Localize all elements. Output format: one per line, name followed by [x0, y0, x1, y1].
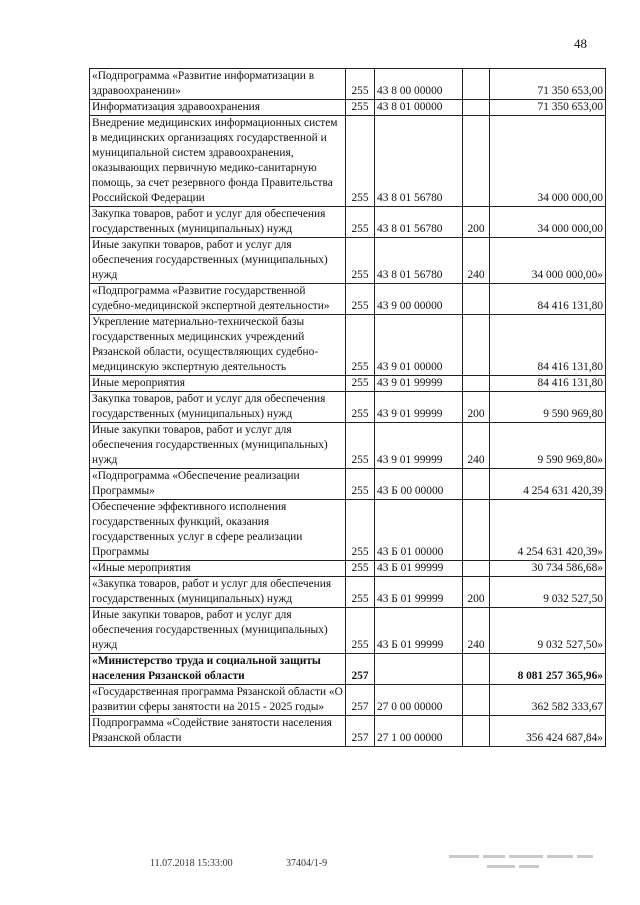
row-classification-cell: 43 Б 01 99999 — [375, 561, 463, 577]
electronic-signature-stamp — [447, 852, 597, 874]
row-amount-cell: 4 254 631 420,39» — [490, 500, 606, 561]
row-expense-type-cell — [463, 69, 490, 100]
row-amount-cell: 362 582 333,67 — [490, 685, 606, 716]
row-amount-cell: 9 590 969,80» — [490, 423, 606, 469]
row-code-cell: 255 — [346, 116, 375, 207]
row-amount-cell: 34 000 000,00 — [490, 207, 606, 238]
table-row — [90, 423, 606, 469]
row-classification-cell: 27 0 00 00000 — [375, 685, 463, 716]
row-amount-cell: 84 416 131,80 — [490, 376, 606, 392]
table-row — [90, 608, 606, 654]
row-name-cell: «Подпрограмма «Развитие информатизации в здравоохранении» — [90, 69, 346, 100]
row-classification-cell: 27 1 00 00000 — [375, 716, 463, 747]
table-row — [90, 716, 606, 747]
row-expense-type-cell: 240 — [463, 238, 490, 284]
row-expense-type-cell — [463, 315, 490, 376]
footer-timestamp: 11.07.2018 15:33:00 — [150, 858, 233, 869]
row-expense-type-cell: 200 — [463, 577, 490, 608]
row-code-cell: 255 — [346, 315, 375, 376]
row-name-cell: «Государственная программа Рязанской области «О развитии сферы занятости на 2015 - 2025 годы» — [90, 685, 346, 716]
row-classification-cell: 43 8 01 56780 — [375, 116, 463, 207]
row-name-cell: Иные закупки товаров, работ и услуг для обеспечения государственных (муниципальных) нужд — [90, 238, 346, 284]
row-code-cell: 255 — [346, 423, 375, 469]
row-name-cell: «Министерство труда и социальной защиты населения Рязанской области — [90, 654, 346, 685]
row-classification-cell: 43 8 01 00000 — [375, 100, 463, 116]
row-name-cell: «Иные мероприятия — [90, 561, 346, 577]
row-code-cell: 255 — [346, 100, 375, 116]
row-amount-cell: 9 590 969,80 — [490, 392, 606, 423]
row-name-cell: Закупка товаров, работ и услуг для обеспечения государственных (муниципальных) нужд — [90, 392, 346, 423]
row-amount-cell: 4 254 631 420,39 — [490, 469, 606, 500]
row-amount-cell: 30 734 586,68» — [490, 561, 606, 577]
row-code-cell: 255 — [346, 207, 375, 238]
row-expense-type-cell — [463, 561, 490, 577]
row-expense-type-cell — [463, 284, 490, 315]
table-row — [90, 685, 606, 716]
row-name-cell: Иные закупки товаров, работ и услуг для обеспечения государственных (муниципальных) нужд — [90, 423, 346, 469]
row-code-cell: 255 — [346, 284, 375, 315]
row-classification-cell — [375, 654, 463, 685]
row-name-cell: Укрепление материально-технической базы государственных медицинских учреждений Рязанской области, осуществляющих судебно-медицинскую экспертную деятельность — [90, 315, 346, 376]
table-row — [90, 577, 606, 608]
row-expense-type-cell — [463, 716, 490, 747]
row-classification-cell: 43 9 01 00000 — [375, 315, 463, 376]
row-code-cell: 255 — [346, 577, 375, 608]
row-expense-type-cell — [463, 100, 490, 116]
row-amount-cell: 9 032 527,50» — [490, 608, 606, 654]
row-amount-cell: 356 424 687,84» — [490, 716, 606, 747]
table-row — [90, 69, 606, 100]
row-expense-type-cell — [463, 685, 490, 716]
row-name-cell: «Подпрограмма «Обеспечение реализации Программы» — [90, 469, 346, 500]
row-expense-type-cell — [463, 654, 490, 685]
row-code-cell: 255 — [346, 500, 375, 561]
row-classification-cell: 43 Б 01 99999 — [375, 577, 463, 608]
row-amount-cell: 34 000 000,00» — [490, 238, 606, 284]
table-row — [90, 207, 606, 238]
row-code-cell: 257 — [346, 716, 375, 747]
row-name-cell: Внедрение медицинских информационных систем в медицинских организациях государственной и муниципальной систем здравоохранения, оказывающих первичную медико-санитарную помощь, за счет резервного фонда Правительства Российской Федерации — [90, 116, 346, 207]
table-row — [90, 100, 606, 116]
table-row — [90, 238, 606, 284]
page-number: 48 — [574, 36, 587, 51]
row-code-cell: 255 — [346, 376, 375, 392]
row-classification-cell: 43 8 01 56780 — [375, 207, 463, 238]
row-code-cell: 255 — [346, 69, 375, 100]
row-classification-cell: 43 Б 00 00000 — [375, 469, 463, 500]
table-row — [90, 116, 606, 207]
row-classification-cell: 43 9 01 99999 — [375, 392, 463, 423]
row-classification-cell: 43 9 00 00000 — [375, 284, 463, 315]
row-classification-cell: 43 8 00 00000 — [375, 69, 463, 100]
row-code-cell: 255 — [346, 238, 375, 284]
row-classification-cell: 43 9 01 99999 — [375, 423, 463, 469]
row-classification-cell: 43 Б 01 99999 — [375, 608, 463, 654]
row-code-cell: 257 — [346, 654, 375, 685]
row-code-cell: 255 — [346, 392, 375, 423]
row-expense-type-cell — [463, 376, 490, 392]
budget-table — [89, 68, 606, 747]
row-expense-type-cell: 200 — [463, 392, 490, 423]
row-name-cell: «Подпрограмма «Развитие государственной судебно-медицинской экспертной деятельности» — [90, 284, 346, 315]
row-amount-cell: 8 081 257 365,96» — [490, 654, 606, 685]
row-name-cell: «Закупка товаров, работ и услуг для обеспечения государственных (муниципальных) нужд — [90, 577, 346, 608]
row-expense-type-cell: 240 — [463, 608, 490, 654]
table-row — [90, 469, 606, 500]
row-amount-cell: 84 416 131,80 — [490, 315, 606, 376]
table-row — [90, 561, 606, 577]
row-classification-cell: 43 Б 01 00000 — [375, 500, 463, 561]
row-code-cell: 255 — [346, 608, 375, 654]
table-row — [90, 376, 606, 392]
row-classification-cell: 43 8 01 56780 — [375, 238, 463, 284]
row-name-cell: Подпрограмма «Содействие занятости населения Рязанской области — [90, 716, 346, 747]
row-expense-type-cell — [463, 116, 490, 207]
table-row — [90, 500, 606, 561]
row-name-cell: Информатизация здравоохранения — [90, 100, 346, 116]
row-expense-type-cell: 240 — [463, 423, 490, 469]
row-expense-type-cell: 200 — [463, 207, 490, 238]
table-row — [90, 284, 606, 315]
row-name-cell: Иные мероприятия — [90, 376, 346, 392]
row-amount-cell: 71 350 653,00 — [490, 69, 606, 100]
row-code-cell: 255 — [346, 561, 375, 577]
row-classification-cell: 43 9 01 99999 — [375, 376, 463, 392]
table-row — [90, 654, 606, 685]
row-amount-cell: 34 000 000,00 — [490, 116, 606, 207]
row-amount-cell: 71 350 653,00 — [490, 100, 606, 116]
row-name-cell: Обеспечение эффективного исполнения государственных функций, оказания государственных услуг в сфере реализации Программы — [90, 500, 346, 561]
footer-document-number: 37404/1-9 — [286, 858, 328, 869]
row-name-cell: Закупка товаров, работ и услуг для обеспечения государственных (муниципальных) нужд — [90, 207, 346, 238]
table-row — [90, 392, 606, 423]
table-row — [90, 315, 606, 376]
row-code-cell: 255 — [346, 469, 375, 500]
row-code-cell: 257 — [346, 685, 375, 716]
row-amount-cell: 9 032 527,50 — [490, 577, 606, 608]
row-expense-type-cell — [463, 469, 490, 500]
row-name-cell: Иные закупки товаров, работ и услуг для обеспечения государственных (муниципальных) нужд — [90, 608, 346, 654]
row-amount-cell: 84 416 131,80 — [490, 284, 606, 315]
row-expense-type-cell — [463, 500, 490, 561]
